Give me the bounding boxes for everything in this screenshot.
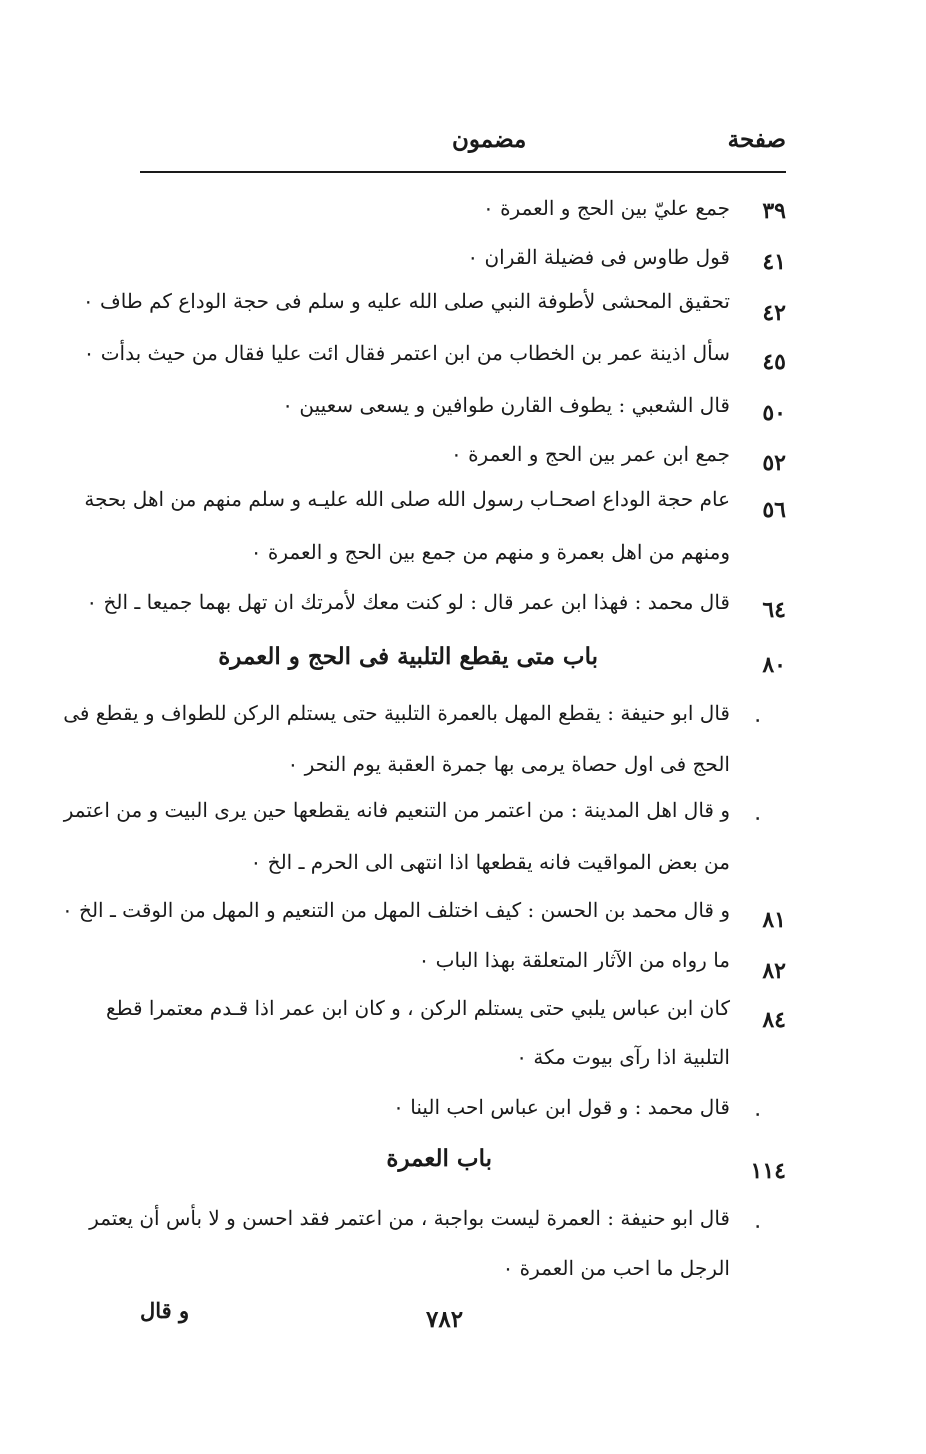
bullet-dot: ٠ (753, 808, 762, 827)
page-column-header: صفحة (727, 126, 786, 153)
entry-text: قال ابو حنيفة : يقطع المهل بالعمرة التلبية حتى يستلم الركن للطواف و يقطع فى (63, 701, 730, 725)
catchword: و قال (140, 1298, 190, 1323)
entry-text: تحقيق المحشى لأطوفة النبي صلى الله عليه و سلم فى حجة الوداع كم طاف ٠ (82, 289, 730, 313)
subject-column-header: مضمون (452, 126, 527, 153)
section-heading: باب العمرة (386, 1145, 492, 1172)
entry-page-number: ٥٢ (762, 450, 786, 476)
page-number: ٧٨٢ (426, 1306, 464, 1333)
entry-text: قال محمد : و قول ابن عباس احب الينا ٠ (393, 1095, 730, 1119)
bullet-dot: ٠ (753, 710, 762, 729)
header-rule (140, 171, 786, 173)
entry-text: قال محمد : فهذا ابن عمر قال : لو كنت معك لأمرتك ان تهل بهما جميعا ـ الخ ٠ (86, 590, 730, 614)
entry-page-number: ٥٠ (762, 400, 786, 426)
entry-page-number: ٥٦ (762, 497, 786, 523)
entry-text: قال ابو حنيفة : العمرة ليست بواجبة ، من اعتمر فقد احسن و لا بأس أن يعتمر (89, 1206, 730, 1230)
entry-page-number: ٨١ (762, 907, 786, 933)
bullet-dot: ٠ (753, 1216, 762, 1235)
entry-page-number: ٤١ (762, 249, 786, 275)
entry-text: و قال اهل المدينة : من اعتمر من التنعيم فانه يقطعها حين يرى البيت و من اعتمر (63, 798, 730, 822)
entry-page-number: ١١٤ (750, 1158, 786, 1184)
entry-text: قال الشعبي : يطوف القارن طوافين و يسعى سعيين ٠ (282, 393, 730, 417)
entry-text-continued: الرجل ما احب من العمرة ٠ (502, 1256, 730, 1280)
entry-text: ما رواه من الآثار المتعلقة بهذا الباب ٠ (418, 948, 730, 972)
entry-text: جمع عليّ بين الحج و العمرة ٠ (482, 196, 730, 220)
entry-text: جمع ابن عمر بين الحج و العمرة ٠ (450, 442, 730, 466)
entry-page-number: ٤٥ (762, 349, 786, 375)
entry-text-continued: ومنهم من اهل بعمرة و منهم من جمع بين الحج و العمرة ٠ (250, 540, 730, 564)
entry-page-number: ٨٤ (762, 1007, 786, 1033)
entry-text: سأل اذينة عمر بن الخطاب من ابن اعتمر فقال ائت عليا فقال من حيث بدأت ٠ (83, 341, 730, 365)
entry-page-number: ٤٢ (762, 300, 786, 326)
entry-text-continued: من بعض المواقيت فانه يقطعها اذا انتهى الى الحرم ـ الخ ٠ (250, 850, 730, 874)
entry-text-continued: التلبية اذا رآى بيوت مكة ٠ (516, 1045, 730, 1069)
section-heading: باب متى يقطع التلبية فى الحج و العمرة (218, 643, 598, 670)
entry-page-number: ٨٠ (762, 652, 786, 678)
entry-page-number: ٨٢ (762, 958, 786, 984)
entry-text: قول طاوس فى فضيلة القران ٠ (467, 245, 730, 269)
entry-text: عام حجة الوداع اصحـاب رسول الله صلى الله عليـه و سلم منهم من اهل بحجة (84, 487, 730, 511)
entry-page-number: ٦٤ (762, 597, 786, 623)
entry-page-number: ٣٩ (762, 198, 786, 224)
entry-text: كان ابن عباس يلبي حتى يستلم الركن ، و كان ابن عمر اذا قـدم معتمرا قطع (105, 996, 730, 1020)
bullet-dot: ٠ (753, 1104, 762, 1123)
entry-text: و قال محمد بن الحسن : كيف اختلف المهل من التنعيم و المهل من الوقت ـ الخ ٠ (61, 898, 730, 922)
entry-text-continued: الحج فى اول حصاة يرمى بها جمرة العقبة يوم النحر ٠ (287, 752, 730, 776)
